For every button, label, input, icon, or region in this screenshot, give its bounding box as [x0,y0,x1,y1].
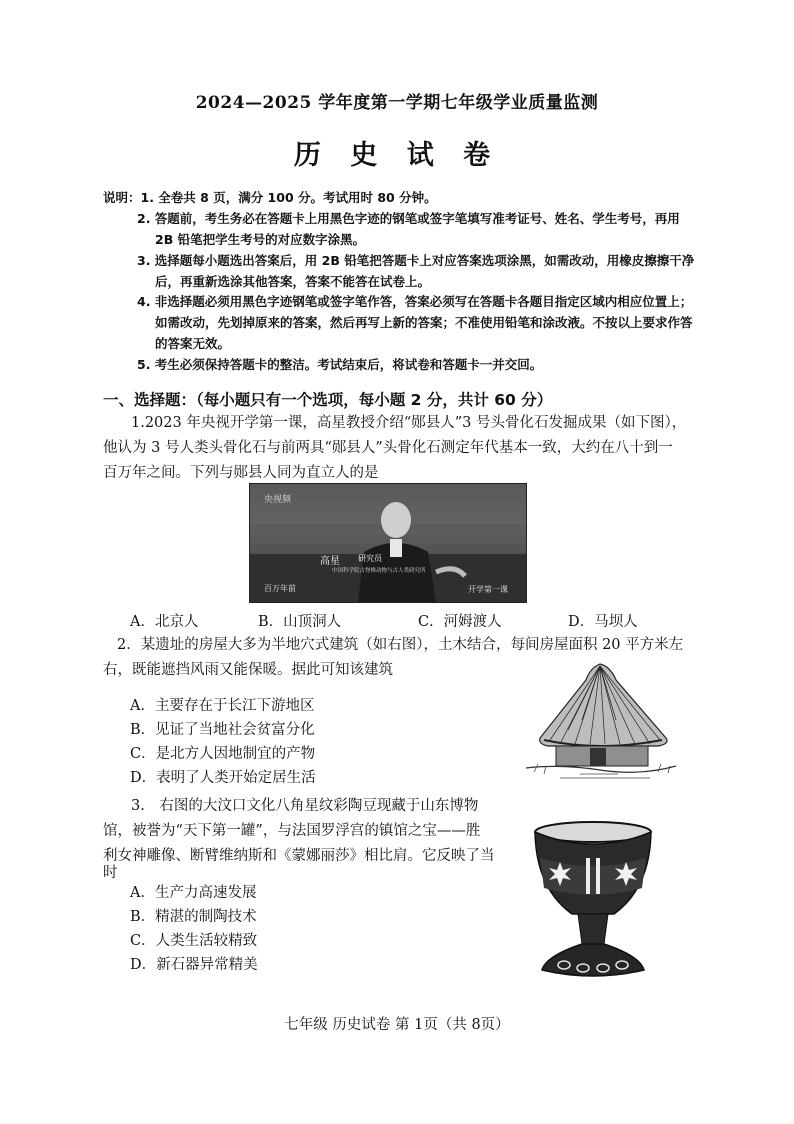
caption-brand: 开学第一课 [468,585,508,594]
option-a: A．北京人 [130,614,199,630]
instruction-line: 2B 铅笔把学生考号的对应数字涂黑。 [155,232,366,247]
painted-pottery-dou-image [528,818,658,984]
question-text: 馆，被誉为“天下第一罐”，与法国罗浮宫的镇馆之宝——胜 [103,823,481,839]
cctv-logo-text: 央视频 [264,495,292,505]
question-text: 百万年之间。下列与郧县人同为直立人的是 [103,465,379,481]
option-c: C．人类生活较精致 [130,933,258,949]
question-text: 右，既能遮挡风雨又能保暖。据此可知该建筑 [103,662,393,678]
option-a: A．生产力高速发展 [130,885,257,901]
instruction-line: 说明：1. 全卷共 8 页，满分 100 分。考试用时 80 分钟。 [103,190,437,205]
caption-role: 研究员 [358,554,382,563]
option-d: D．表明了人类开始定居生活 [130,770,316,786]
exam-subject-title: 历 史 试 卷 [293,140,501,171]
instruction-line: 如需改动，先划掉原来的答案，然后再写上新的答案；不准使用铅笔和涂改液。不按以上要求作答 [155,315,693,330]
exam-header: 2024—2025 学年度第一学期七年级学业质量监测 [195,93,599,113]
caption-years: 百万年前 [264,584,296,593]
page-footer: 七年级 历史试卷 第 1页（共 8页） [284,1017,510,1033]
instruction-line: 2. 答题前，考生务必在答题卡上用黑色字迹的钢笔或签字笔填写准考证号、姓名、学生考号，再用 [137,211,680,226]
question-text: 他认为 3 号人类头骨化石与前两具“郧县人”头骨化石测定年代基本一致，大约在八十到一 [103,440,673,456]
professor-photo [249,483,527,603]
option-c: C．是北方人因地制宜的产物 [130,746,316,762]
instruction-line: 3. 选择题每小题选出答案后，用 2B 铅笔把答题卡上对应答案选项涂黑，如需改动，用橡皮擦擦干净 [137,253,695,268]
question-text: 1.2023 年央视开学第一课，高星教授介绍“郧县人”3 号头骨化石发掘成果（如下图）， [131,415,687,431]
instruction-line: 后，再重新选涂其他答案，答案不能答在试卷上。 [155,274,431,289]
option-a: A．主要存在于长江下游地区 [130,698,315,714]
question-text: 利女神雕像、断臂维纳斯和《蒙娜丽莎》相比肩。它反映了当 [103,848,495,864]
option-d: D．新石器异常精美 [130,957,258,973]
caption-org: 中国科学院古脊椎动物与古人类研究所 [332,568,426,574]
question-text: 时 [103,865,118,881]
instruction-line: 5. 考生必须保持答题卡的整洁。考试结束后，将试卷和答题卡一并交回。 [137,357,543,372]
question-text: 2．某遗址的房屋大多为半地穴式建筑（如右图），土木结合，每间房屋面积 20 平方米左 [117,637,684,653]
option-b: B．山顶洞人 [258,614,342,630]
option-c: C．河姆渡人 [418,614,502,630]
section-heading: 一、选择题：（每小题只有一个选项，每小题 2 分，共计 60 分） [103,391,553,409]
question-text: 3. 右图的大汶口文化八角星纹彩陶豆现藏于山东博物 [131,798,479,814]
semi-pit-dwelling-image [520,660,680,784]
option-b: B．见证了当地社会贫富分化 [130,722,315,738]
option-d: D．马坝人 [568,614,638,630]
caption-name: 高星 [320,556,340,567]
instruction-line: 的答案无效。 [155,336,231,351]
option-b: B．精湛的制陶技术 [130,909,257,925]
instruction-line: 4. 非选择题必须用黑色字迹钢笔或签字笔作答，答案必须写在答题卡各题目指定区域内相应位置上； [137,294,693,309]
